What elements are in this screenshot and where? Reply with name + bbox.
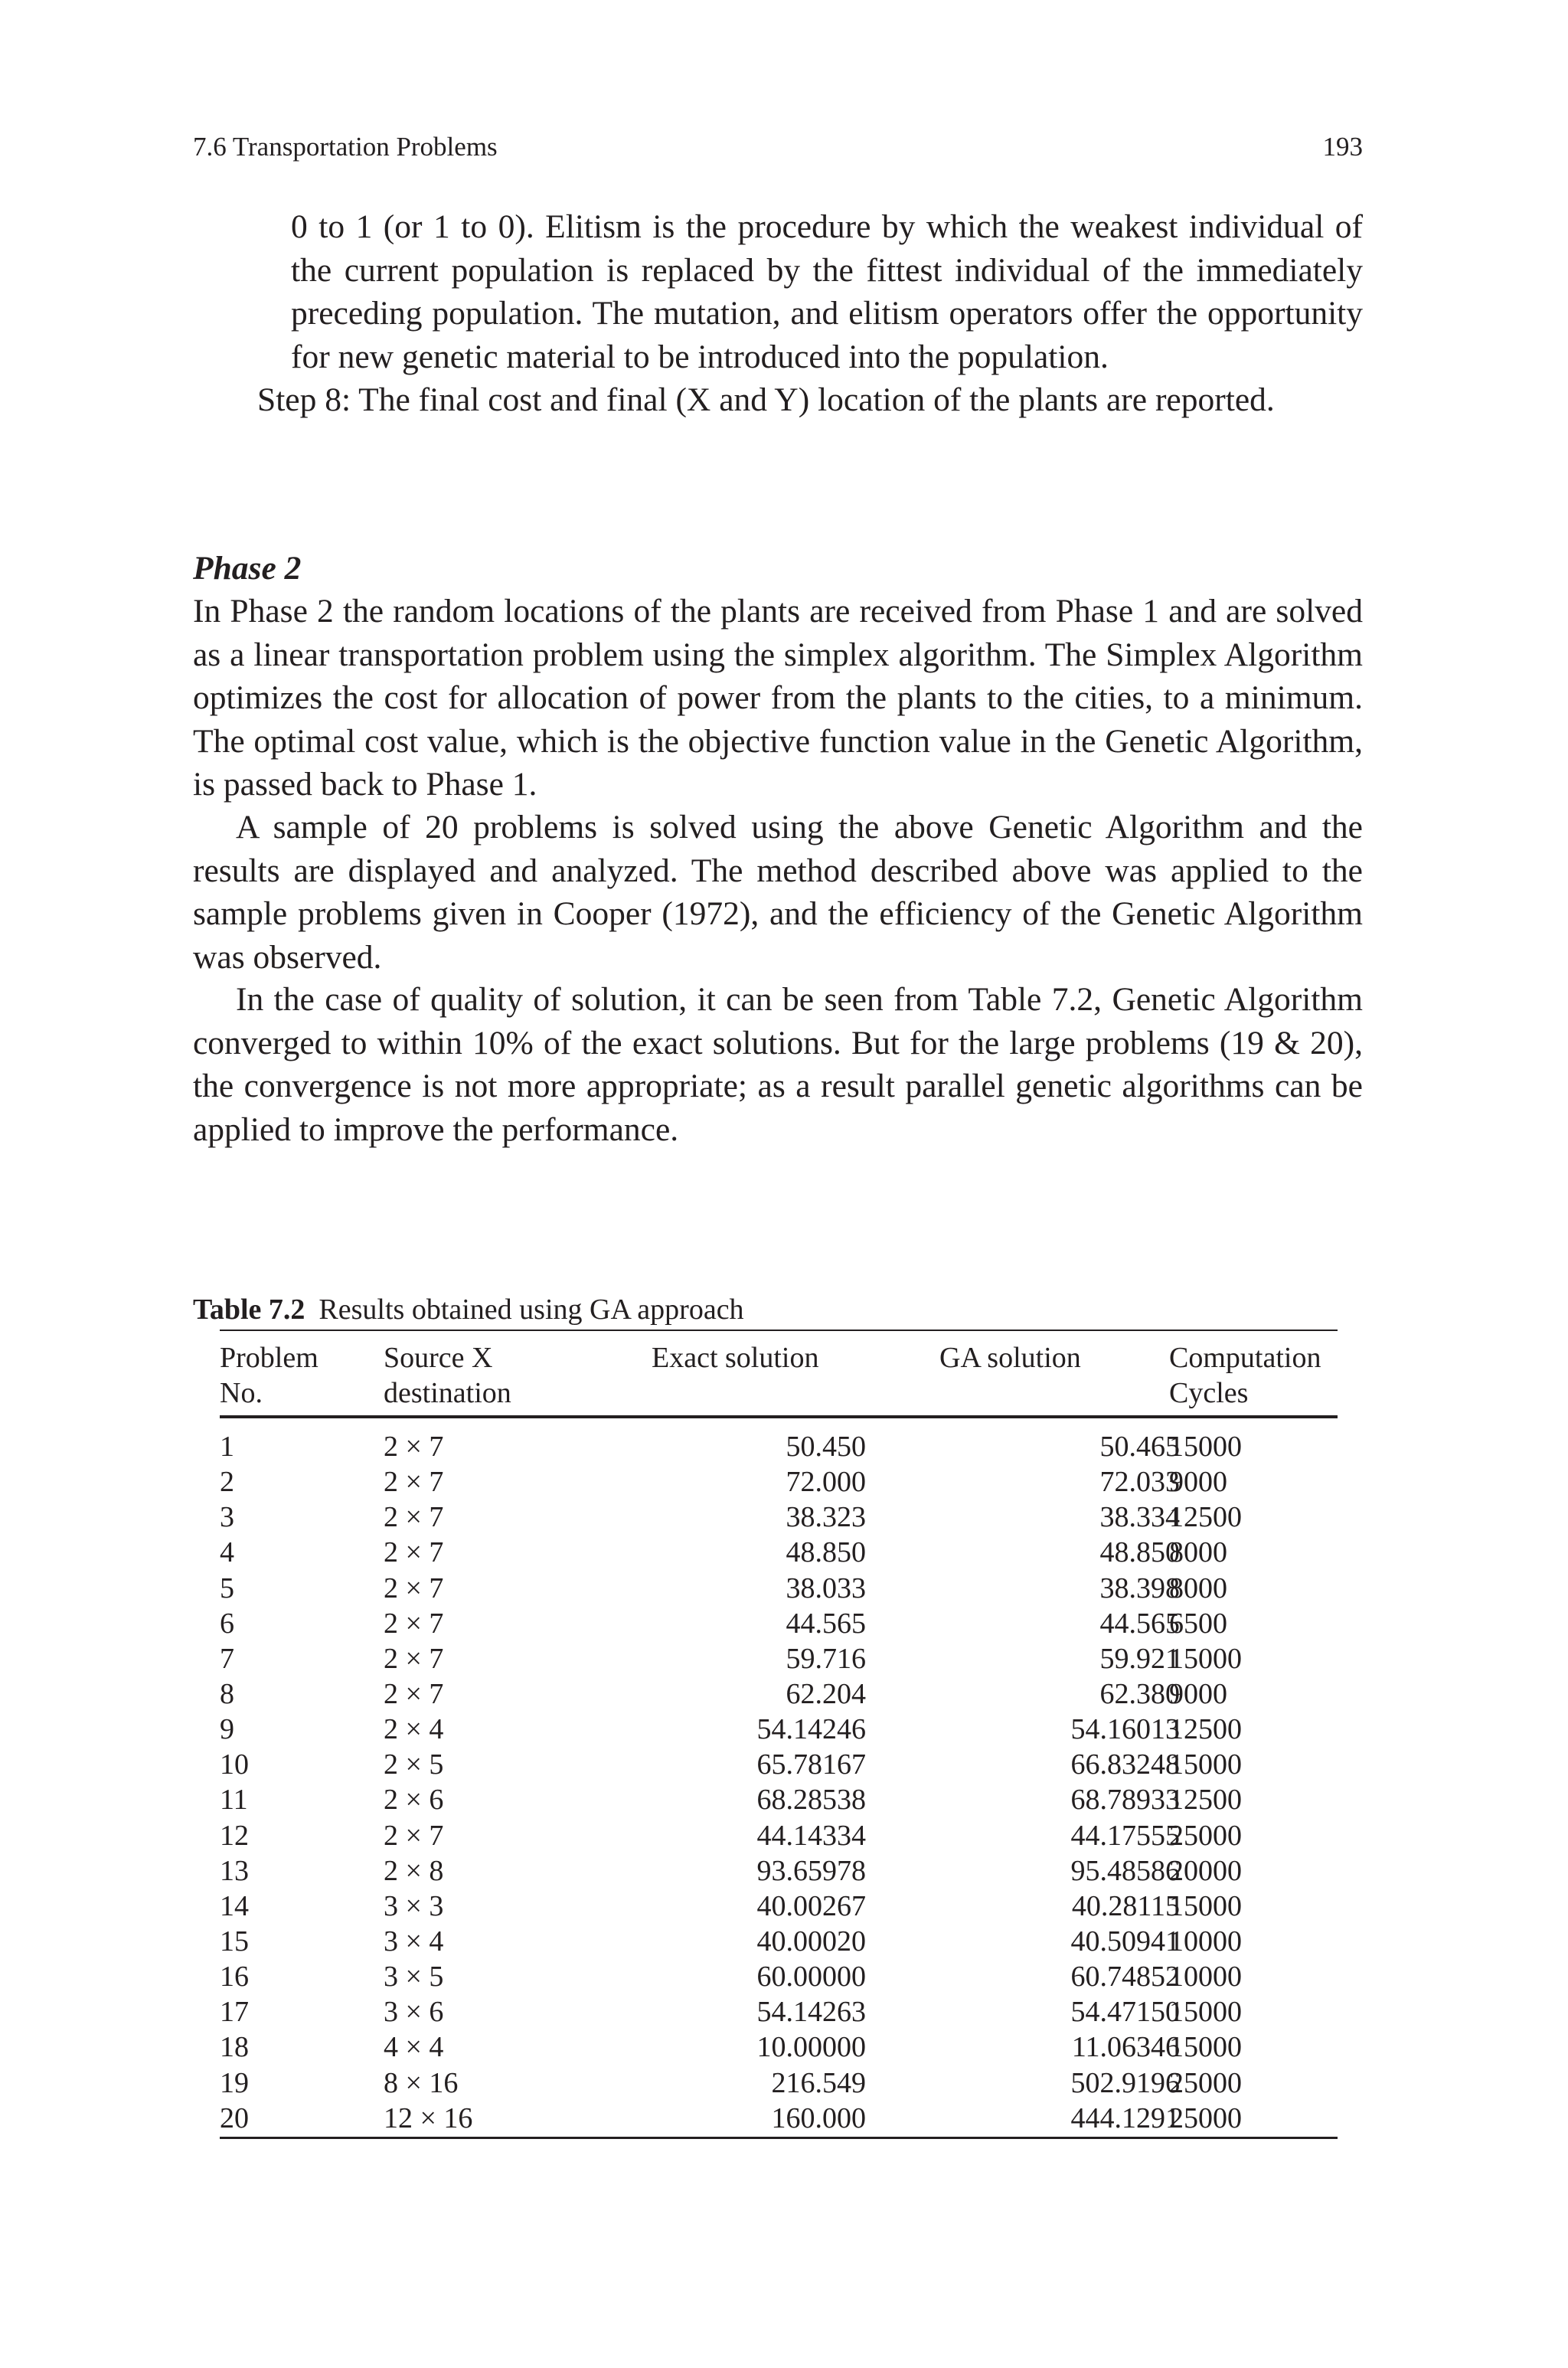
cell-size: 2 × 7 <box>384 1677 444 1710</box>
cell-problem-no: 8 <box>220 1677 234 1710</box>
cell-cycles: 15000 <box>1169 1996 1242 2029</box>
cell-ga: 59.921 <box>1099 1642 1180 1675</box>
cell-cycles: 15000 <box>1169 2031 1242 2064</box>
cell-cycles: 10000 <box>1169 1925 1242 1958</box>
cell-cycles: 25000 <box>1169 2101 1242 2134</box>
cell-exact: 60.00000 <box>756 1961 866 1994</box>
cell-size: 2 × 4 <box>384 1713 444 1746</box>
cell-exact: 44.14334 <box>756 1819 866 1852</box>
cell-cycles: 20000 <box>1169 1854 1242 1887</box>
cell-size: 2 × 7 <box>384 1536 444 1569</box>
table-label: Table 7.2 <box>193 1294 305 1326</box>
step-8: Step 8: The final cost and final (X and Y) location of the plants are reported. <box>257 381 1275 418</box>
cell-cycles: 9000 <box>1169 1466 1227 1499</box>
cell-ga: 48.850 <box>1099 1536 1180 1569</box>
table-row <box>220 1924 1338 1959</box>
cell-exact: 160.000 <box>771 2101 866 2134</box>
phase-2-paragraph-2: A sample of 20 problems is solved using the above Genetic Algorithm and the results are displayed and analyzed. The method described above was applied to the sample problems given in Cooper (1972), and the efficiency of the Genetic Algorithm was observed. <box>193 809 1363 976</box>
cell-ga: 62.380 <box>1099 1677 1180 1710</box>
header-source-line2: destination <box>384 1377 511 1409</box>
cell-size: 12 × 16 <box>384 2101 473 2134</box>
cell-problem-no: 4 <box>220 1536 234 1569</box>
cell-size: 2 × 7 <box>384 1642 444 1675</box>
cell-cycles: 15000 <box>1169 1431 1242 1463</box>
page-number: 193 <box>1322 132 1363 162</box>
table-row <box>220 1606 1338 1641</box>
cell-problem-no: 3 <box>220 1501 234 1534</box>
cell-exact: 50.450 <box>786 1431 866 1463</box>
cell-size: 2 × 8 <box>384 1854 444 1887</box>
cell-exact: 216.549 <box>771 2066 866 2099</box>
cell-cycles: 15000 <box>1169 1642 1242 1675</box>
cell-problem-no: 11 <box>220 1784 248 1817</box>
cell-problem-no: 5 <box>220 1572 234 1604</box>
cell-size: 3 × 4 <box>384 1925 444 1958</box>
table-row <box>220 1818 1338 1853</box>
cell-size: 8 × 16 <box>384 2066 459 2099</box>
cell-problem-no: 18 <box>220 2031 249 2064</box>
table-row <box>220 1853 1338 1889</box>
cell-exact: 38.033 <box>786 1572 866 1604</box>
header-problem-line1: Problem <box>220 1342 318 1374</box>
cell-ga: 11.06346 <box>1071 2031 1180 2064</box>
cell-cycles: 9000 <box>1169 1677 1227 1710</box>
cell-ga: 44.565 <box>1099 1607 1180 1640</box>
phase-2-paragraph-3: In the case of quality of solution, it can be seen from Table 7.2, Genetic Algorithm converged to within 10% of the exact solutions. But for the large problems (19 & 20), the convergence is not more appropriate; as a result parallel genetic algorithms can be applied to improve the performance. <box>193 981 1363 1148</box>
cell-ga: 72.033 <box>1099 1466 1180 1499</box>
cell-exact: 62.204 <box>786 1677 866 1710</box>
cell-cycles: 12500 <box>1169 1784 1242 1817</box>
table-row <box>220 2065 1338 2101</box>
table-caption-text: Results obtained using GA approach <box>318 1294 744 1326</box>
table-row <box>220 2029 1338 2065</box>
cell-exact: 40.00020 <box>756 1925 866 1958</box>
cell-cycles: 8000 <box>1169 1572 1227 1604</box>
cell-exact: 48.850 <box>786 1536 866 1569</box>
cell-problem-no: 16 <box>220 1961 249 1994</box>
cell-exact: 93.65978 <box>756 1854 866 1887</box>
cell-size: 2 × 7 <box>384 1572 444 1604</box>
table-row <box>220 2101 1338 2136</box>
cell-size: 3 × 5 <box>384 1961 444 1994</box>
cell-size: 2 × 7 <box>384 1431 444 1463</box>
table-row <box>220 1676 1338 1712</box>
cell-ga: 66.83248 <box>1070 1748 1180 1781</box>
cell-cycles: 10000 <box>1169 1961 1242 1994</box>
cell-ga: 54.47150 <box>1070 1996 1180 2029</box>
cell-cycles: 25000 <box>1169 1819 1242 1852</box>
table-row <box>220 1959 1338 1994</box>
cell-problem-no: 2 <box>220 1466 234 1499</box>
cell-size: 2 × 7 <box>384 1607 444 1640</box>
table-row <box>220 1535 1338 1570</box>
cell-problem-no: 20 <box>220 2101 249 2134</box>
cell-size: 2 × 7 <box>384 1466 444 1499</box>
table-body <box>220 1429 1338 2136</box>
cell-ga: 68.78933 <box>1070 1784 1180 1817</box>
cell-exact: 54.14246 <box>756 1713 866 1746</box>
cell-ga: 444.1291 <box>1070 2101 1180 2134</box>
cell-ga: 54.16013 <box>1070 1713 1180 1746</box>
cell-exact: 72.000 <box>786 1466 866 1499</box>
cell-exact: 10.00000 <box>756 2031 866 2064</box>
header-exact-solution: Exact solution <box>652 1342 819 1374</box>
section-title: 7.6 Transportation Problems <box>193 132 498 162</box>
cell-cycles: 8000 <box>1169 1536 1227 1569</box>
cell-exact: 54.14263 <box>756 1996 866 2029</box>
cell-cycles: 15000 <box>1169 1889 1242 1922</box>
cell-size: 4 × 4 <box>384 2031 444 2064</box>
running-head <box>193 130 1363 164</box>
cell-size: 3 × 6 <box>384 1996 444 2029</box>
cell-ga: 60.74852 <box>1070 1961 1180 1994</box>
cell-size: 2 × 7 <box>384 1819 444 1852</box>
cell-size: 2 × 5 <box>384 1748 444 1781</box>
cell-ga: 38.334 <box>1099 1501 1180 1534</box>
cell-problem-no: 9 <box>220 1713 234 1746</box>
header-problem-line2: No. <box>220 1377 263 1409</box>
cell-exact: 38.323 <box>786 1501 866 1534</box>
table-row <box>220 1994 1338 2029</box>
cell-ga: 502.9196 <box>1070 2066 1180 2099</box>
header-source-line1: Source X <box>384 1342 493 1374</box>
cell-exact: 40.00267 <box>756 1889 866 1922</box>
header-source-destination <box>384 1340 629 1411</box>
phase-2-heading: Phase 2 <box>193 550 302 587</box>
header-cycles-line1: Computation <box>1169 1342 1321 1374</box>
cell-ga: 95.48586 <box>1070 1854 1180 1887</box>
header-problem-no <box>220 1340 365 1411</box>
cell-cycles: 25000 <box>1169 2066 1242 2099</box>
cell-problem-no: 7 <box>220 1642 234 1675</box>
cell-size: 2 × 7 <box>384 1501 444 1534</box>
cell-ga: 50.465 <box>1099 1431 1180 1463</box>
cell-ga: 44.17555 <box>1070 1819 1180 1852</box>
cell-problem-no: 1 <box>220 1431 234 1463</box>
cell-exact: 44.565 <box>786 1607 866 1640</box>
cell-problem-no: 15 <box>220 1925 249 1958</box>
phase-2-paragraph-1: In Phase 2 the random locations of the plants are received from Phase 1 and are solved as a linear transportation problem using the simplex algorithm. The Simplex Algorithm optimizes the cost for allocation of power from the plants to the cities, to a minimum. The optimal cost value, which is the objective function value in the Genetic Algorithm, is passed back to Phase 1. <box>193 593 1363 803</box>
cell-exact: 59.716 <box>786 1642 866 1675</box>
table-row <box>220 1889 1338 1924</box>
cell-problem-no: 6 <box>220 1607 234 1640</box>
header-cycles-line2: Cycles <box>1169 1377 1249 1409</box>
cell-exact: 68.28538 <box>756 1784 866 1817</box>
header-ga-solution: GA solution <box>939 1342 1081 1374</box>
table-row <box>220 1500 1338 1535</box>
cell-cycles: 12500 <box>1169 1501 1242 1534</box>
table-row <box>220 1747 1338 1782</box>
cell-problem-no: 14 <box>220 1889 249 1922</box>
table-caption <box>193 1291 744 1328</box>
cell-cycles: 12500 <box>1169 1713 1242 1746</box>
table-row <box>220 1782 1338 1817</box>
cell-problem-no: 10 <box>220 1748 249 1781</box>
table-row <box>220 1464 1338 1500</box>
table-top-rule <box>220 1330 1338 1331</box>
cell-size: 3 × 3 <box>384 1889 444 1922</box>
cell-size: 2 × 6 <box>384 1784 444 1817</box>
header-computation-cycles <box>1169 1340 1338 1411</box>
table-row <box>220 1571 1338 1606</box>
cell-ga: 40.28115 <box>1071 1889 1180 1922</box>
cell-ga: 40.50941 <box>1070 1925 1180 1958</box>
cell-cycles: 15000 <box>1169 1748 1242 1781</box>
table-row <box>220 1429 1338 1464</box>
table-row <box>220 1712 1338 1747</box>
cell-exact: 65.78167 <box>756 1748 866 1781</box>
cell-ga: 38.398 <box>1099 1572 1180 1604</box>
table-bottom-rule <box>220 2137 1338 2139</box>
cell-problem-no: 13 <box>220 1854 249 1887</box>
table-header-rule <box>220 1415 1338 1418</box>
cell-cycles: 6500 <box>1169 1607 1227 1640</box>
continuation-paragraph: 0 to 1 (or 1 to 0). Elitism is the procedure by which the weakest individual of the current population is replaced by the fittest individual of the immediately preceding population. The mutation, and elitism operators offer the opportunity for new genetic material to be introduced into the population. <box>291 208 1363 375</box>
table-row <box>220 1641 1338 1676</box>
cell-problem-no: 19 <box>220 2066 249 2099</box>
cell-problem-no: 17 <box>220 1996 249 2029</box>
cell-problem-no: 12 <box>220 1819 249 1852</box>
